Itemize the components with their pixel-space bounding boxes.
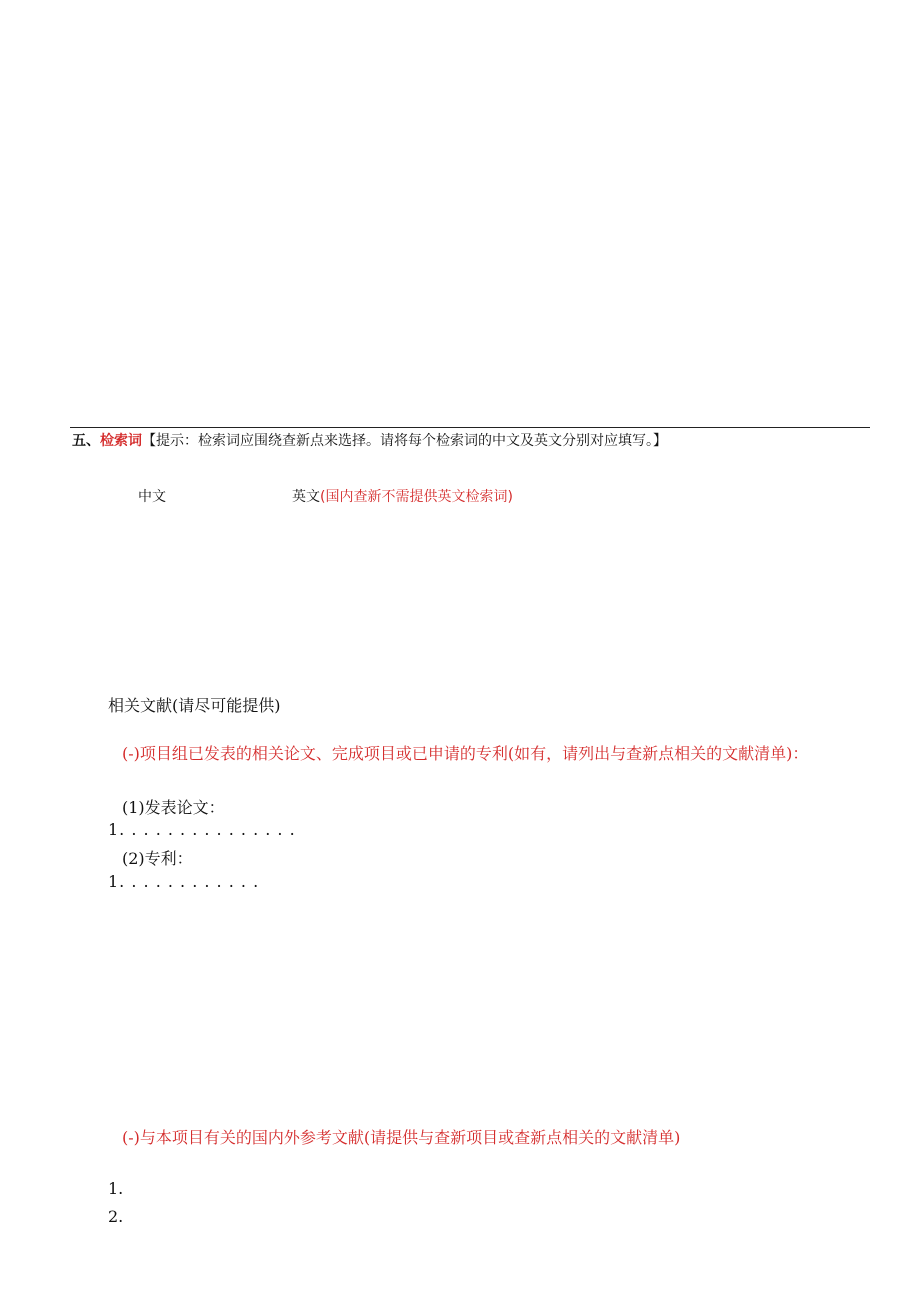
publications-list-item: 1. . . . . . . . . . . . . . . xyxy=(108,820,296,839)
patents-list-item: 1. . . . . . . . . . . . xyxy=(108,872,260,891)
column-chinese-label: 中文 xyxy=(138,489,166,505)
reference-item-2: 2. xyxy=(108,1207,124,1226)
section-divider xyxy=(70,427,870,428)
section5-title: 检索词 xyxy=(100,433,142,449)
part1-heading: (-)项目组已发表的相关论文、完成项目或已申请的专利(如有，请列出与查新点相关的文献清单)： xyxy=(122,744,809,763)
publications-label: (1)发表论文： xyxy=(122,798,225,817)
column-english-header xyxy=(292,486,513,506)
column-english-label: 英文 xyxy=(292,489,320,505)
section5-number: 五、 xyxy=(72,433,100,449)
patents-label: (2)专利： xyxy=(122,849,193,868)
section5-heading xyxy=(72,430,667,450)
part2-heading: (-)与本项目有关的国内外参考文献(请提供与查新项目或查新点相关的文献清单) xyxy=(122,1128,681,1147)
column-english-note: (国内查新不需提供英文检索词) xyxy=(320,489,513,505)
reference-item-1: 1. xyxy=(108,1179,124,1198)
related-docs-title: 相关文献(请尽可能提供) xyxy=(108,696,281,715)
section5-hint: 【提示：检索词应围绕查新点来选择。请将每个检索词的中文及英文分别对应填写。】 xyxy=(142,433,667,449)
